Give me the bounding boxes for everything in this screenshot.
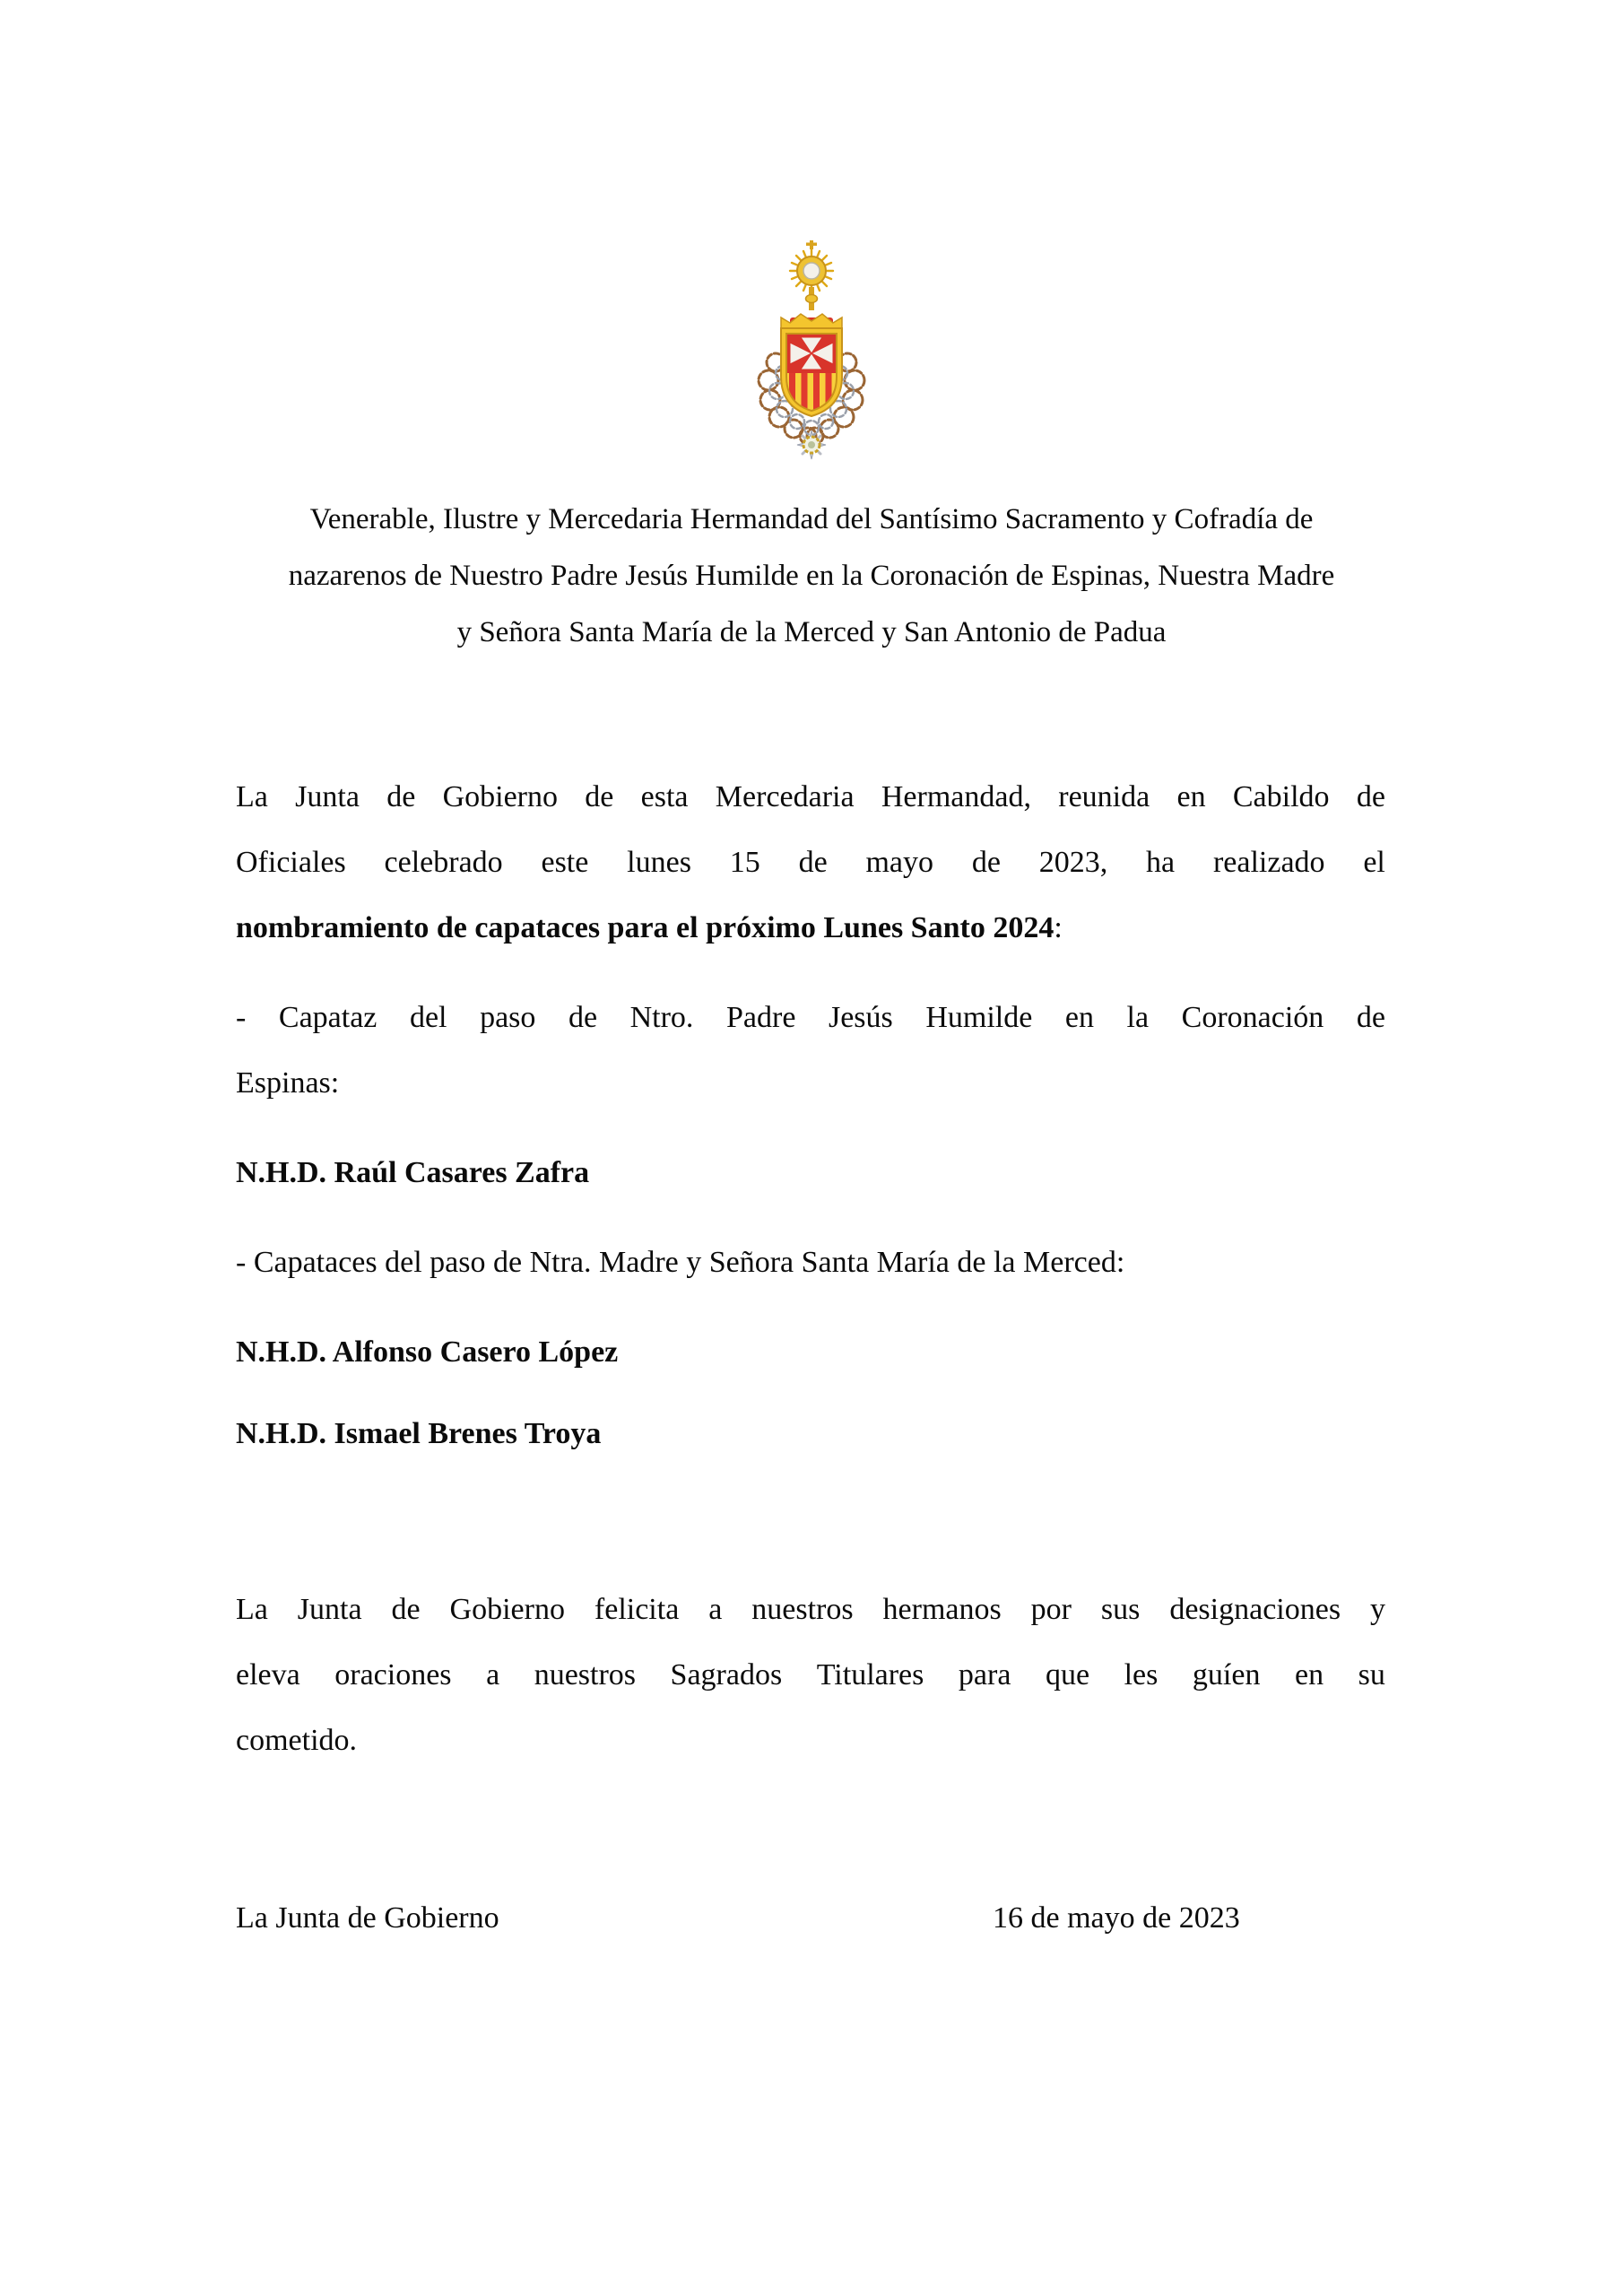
paragraph-congratulations	[236, 1577, 1385, 1773]
document-date: 16 de mayo de 2023	[993, 1901, 1240, 1935]
appointee-name-1	[236, 1140, 1385, 1205]
letterhead-header	[170, 491, 1453, 661]
appointee-name: N.H.D. Raúl Casares Zafra	[236, 1156, 590, 1189]
appointee-name: N.H.D. Alfonso Casero López	[236, 1335, 619, 1369]
appointee-name: N.H.D. Ismael Brenes Troya	[236, 1417, 602, 1450]
paragraph-capataz-jesus	[236, 985, 1385, 1116]
appointee-name-2	[236, 1319, 1385, 1385]
body-line: - Capataz del paso de Ntro. Padre Jesús Humilde en la Coronación de	[236, 1001, 1385, 1034]
signature-text: La Junta de Gobierno	[236, 1901, 499, 1935]
body-line	[236, 895, 1385, 961]
header-line-3: y Señora Santa María de la Merced y San Antonio de Padua	[456, 616, 1167, 648]
document-body	[236, 764, 1385, 1797]
mercedarian-coat-of-arms-emblem	[749, 239, 874, 465]
body-line: eleva oraciones a nuestros Sagrados Titulares para que les guíen en su	[236, 1658, 1385, 1692]
paragraph-capataces-merced	[236, 1230, 1385, 1295]
paragraph-announcement	[236, 764, 1385, 961]
body-line: La Junta de Gobierno felicita a nuestros hermanos por sus designaciones y	[236, 1593, 1385, 1626]
header-line-2: nazarenos de Nuestro Padre Jesús Humilde en la Coronación de Espinas, Nuestra Madre	[288, 560, 1335, 592]
body-line: La Junta de Gobierno de esta Mercedaria Hermandad, reunida en Cabildo de	[236, 780, 1385, 813]
body-line: - Capataces del paso de Ntra. Madre y Señora Santa María de la Merced:	[236, 1246, 1125, 1279]
body-line: Espinas:	[236, 1066, 340, 1100]
signature-row	[236, 1885, 1385, 1951]
header-line-1: Venerable, Ilustre y Mercedaria Hermandad del Santísimo Sacramento y Cofradía de	[309, 503, 1314, 535]
body-line: Oficiales celebrado este lunes 15 de mayo de 2023, ha realizado el	[236, 846, 1385, 879]
appointment-emphasis: nombramiento de capataces para el próximo Lunes Santo 2024	[236, 911, 1055, 944]
body-line: cometido.	[236, 1724, 358, 1757]
appointment-colon: :	[1054, 911, 1063, 944]
mercedarian-shield	[781, 328, 842, 418]
appointee-name-3	[236, 1401, 1385, 1466]
monstrance-icon	[790, 240, 833, 310]
